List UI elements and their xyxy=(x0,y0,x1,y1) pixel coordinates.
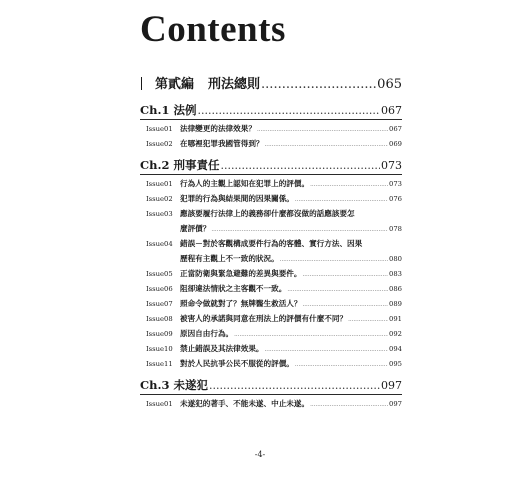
issue-title: 照命令做就對了？無牌醫生救活人？ xyxy=(180,299,302,308)
chapter-label: Ch.2 刑事責任 xyxy=(140,158,220,172)
dot-leader xyxy=(295,362,388,368)
toc-entry[interactable] xyxy=(140,298,402,313)
issue-page-number: 067 xyxy=(389,125,402,133)
issue-id: Issue08 xyxy=(146,315,173,323)
issue-id: Issue10 xyxy=(146,345,173,353)
issue-title: 對於人民抗爭公民不服從的評價。 xyxy=(180,359,294,368)
toc-entry[interactable] xyxy=(140,268,402,283)
issue-id: Issue03 xyxy=(146,210,173,218)
toc-entry[interactable] xyxy=(140,238,402,268)
dot-leader xyxy=(310,182,388,188)
part-label: 第貳編 xyxy=(155,77,195,92)
part-heading[interactable] xyxy=(140,73,402,92)
page-title: Contents xyxy=(140,9,286,50)
dot-leader xyxy=(261,77,376,92)
toc-entry[interactable] xyxy=(140,123,402,138)
chapter-section xyxy=(140,377,402,413)
chapter-label: Ch.1 法例 xyxy=(140,103,197,117)
page-number-footer: -4- xyxy=(254,450,266,459)
issue-page-number: 073 xyxy=(389,180,402,188)
issue-title: 在哪裡犯罪我國管得到？ xyxy=(180,139,264,148)
issue-page-number: 086 xyxy=(389,285,402,293)
chapter-heading[interactable] xyxy=(140,102,402,120)
issue-page-number: 097 xyxy=(389,400,402,408)
dot-leader xyxy=(295,197,388,203)
dot-leader xyxy=(211,227,388,233)
issue-title-continued: 麼評價？ xyxy=(180,224,211,233)
issue-title: 犯罪的行為與結果間的因果關係。 xyxy=(180,194,294,203)
issue-page-number: 091 xyxy=(389,315,402,323)
dot-leader xyxy=(265,142,388,148)
toc-entry[interactable] xyxy=(140,398,402,413)
issue-page-number: 083 xyxy=(389,270,402,278)
chapter-page-number: 067 xyxy=(381,104,402,117)
issue-title: 應該要履行法律上的義務卻什麼都沒做的話應該要怎 xyxy=(180,209,355,218)
part-page-number: 065 xyxy=(377,77,402,92)
toc-entry[interactable] xyxy=(140,208,402,238)
part-title: 刑法總則 xyxy=(208,77,261,92)
issue-title: 禁止錯誤及其法律效果。 xyxy=(180,344,264,353)
issue-id: Issue02 xyxy=(146,195,173,203)
toc-entry[interactable] xyxy=(140,343,402,358)
chapter-section xyxy=(140,102,402,153)
dot-leader xyxy=(209,379,380,392)
issue-id: Issue01 xyxy=(146,400,173,408)
issue-id: Issue06 xyxy=(146,285,173,293)
issue-title: 被害人的承諾與同意在刑法上的評價有什麼不同？ xyxy=(180,314,348,323)
issue-id: Issue09 xyxy=(146,330,173,338)
chapter-heading[interactable] xyxy=(140,157,402,175)
chapter-page-number: 097 xyxy=(381,379,402,392)
dot-leader xyxy=(287,287,388,293)
issue-page-number: 080 xyxy=(389,255,402,263)
issue-page-number: 094 xyxy=(389,345,402,353)
toc-entry[interactable] xyxy=(140,358,402,373)
toc-entry[interactable] xyxy=(140,138,402,153)
dot-leader xyxy=(348,317,388,323)
issue-page-number: 089 xyxy=(389,300,402,308)
issue-title: 錯誤－對於客觀構成要件行為的客體、實行方法、因果 xyxy=(180,239,363,248)
issue-page-number: 078 xyxy=(389,225,402,233)
issue-title: 法律變更的法律效果？ xyxy=(180,124,256,133)
chapter-label: Ch.3 未遂犯 xyxy=(140,378,209,392)
square-bullet-icon xyxy=(141,77,142,90)
issue-page-number: 069 xyxy=(389,140,402,148)
dot-leader xyxy=(257,127,388,133)
toc-entry[interactable] xyxy=(140,178,402,193)
issue-id: Issue01 xyxy=(146,180,173,188)
issue-id: Issue02 xyxy=(146,140,173,148)
issue-title: 阻卻違法情狀之主客觀不一致。 xyxy=(180,284,287,293)
issue-title: 原因自由行為。 xyxy=(180,329,234,338)
toc-entry[interactable] xyxy=(140,193,402,208)
chapter-page-number: 073 xyxy=(381,159,402,172)
issue-id: Issue01 xyxy=(146,125,173,133)
dot-leader xyxy=(221,159,380,172)
issue-id: Issue07 xyxy=(146,300,173,308)
dot-leader xyxy=(198,104,380,117)
toc-entry[interactable] xyxy=(140,313,402,328)
dot-leader xyxy=(265,347,388,353)
issue-id: Issue05 xyxy=(146,270,173,278)
issue-title-continued: 歷程有主觀上不一致的狀況。 xyxy=(180,254,279,263)
issue-title: 正當防衛與緊急避難的差異與要件。 xyxy=(180,269,302,278)
issue-id: Issue04 xyxy=(146,240,173,248)
issue-page-number: 092 xyxy=(389,330,402,338)
issue-id: Issue11 xyxy=(146,360,173,368)
issue-page-number: 076 xyxy=(389,195,402,203)
dot-leader xyxy=(303,302,389,308)
dot-leader xyxy=(310,402,388,408)
chapter-section xyxy=(140,157,402,373)
dot-leader xyxy=(234,332,388,338)
issue-title: 未遂犯的著手、不能未遂、中止未遂。 xyxy=(180,399,310,408)
chapter-heading[interactable] xyxy=(140,377,402,395)
toc-entry[interactable] xyxy=(140,283,402,298)
table-of-contents xyxy=(140,68,402,413)
issue-title: 行為人的主觀上認知在犯罪上的評價。 xyxy=(180,179,310,188)
toc-entry[interactable] xyxy=(140,328,402,343)
dot-leader xyxy=(280,257,388,263)
dot-leader xyxy=(303,272,389,278)
issue-page-number: 095 xyxy=(389,360,402,368)
